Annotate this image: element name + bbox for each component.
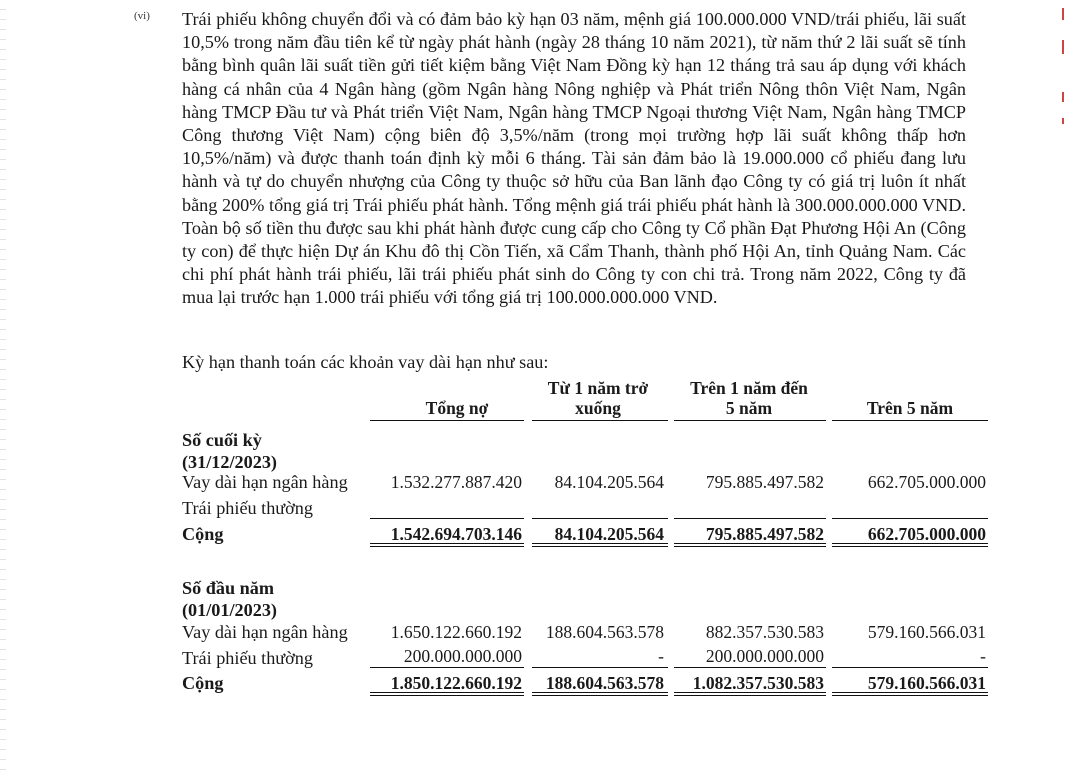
subtotal-line [370, 518, 524, 519]
cell-1-to-5-years: 795.885.497.582 [705, 472, 824, 492]
sum-within-1-year: 188.604.563.578 [545, 673, 664, 693]
sum-total: 1.542.694.703.146 [390, 524, 522, 544]
subtotal-line [832, 518, 988, 519]
cell-over-5-years: - [980, 646, 986, 666]
subtotal-line [832, 667, 988, 668]
header-within-1-year: Từ 1 năm trở xuống [547, 378, 649, 418]
subtotal-line [674, 518, 826, 519]
subtotal-line [674, 667, 826, 668]
total-double-line [532, 692, 668, 696]
cell-within-1-year: 84.104.205.564 [554, 472, 664, 492]
note-label: (vi) [134, 10, 150, 22]
section-date: (31/12/2023) [182, 452, 277, 472]
subtotal-line [532, 518, 668, 519]
cell-within-1-year: - [658, 646, 664, 666]
total-double-line [674, 692, 826, 696]
maturity-intro: Kỳ hạn thanh toán các khoản vay dài hạn như sau: [182, 352, 549, 372]
cell-total: 1.532.277.887.420 [390, 472, 522, 492]
total-double-line [832, 543, 988, 547]
sum-over-5-years: 662.705.000.000 [867, 524, 986, 544]
subtotal-line [370, 667, 524, 668]
cell-1-to-5-years: 882.357.530.583 [705, 622, 824, 642]
total-double-line [370, 692, 524, 696]
row-label: Trái phiếu thường [182, 498, 313, 518]
cell-within-1-year: 188.604.563.578 [545, 622, 664, 642]
sum-total: 1.850.122.660.192 [390, 673, 522, 693]
header-1-to-5-years: Trên 1 năm đến 5 năm [690, 378, 808, 418]
scan-left-edge [0, 0, 6, 775]
header-underline [532, 420, 668, 421]
sum-label: Cộng [182, 673, 224, 693]
cell-over-5-years: 662.705.000.000 [867, 472, 986, 492]
row-label: Vay dài hạn ngân hàng [182, 622, 348, 642]
row-label: Vay dài hạn ngân hàng [182, 472, 348, 492]
header-underline [674, 420, 826, 421]
total-double-line [532, 543, 668, 547]
total-double-line [832, 692, 988, 696]
subtotal-line [532, 667, 668, 668]
sum-within-1-year: 84.104.205.564 [554, 524, 664, 544]
header-over-5-years: Trên 5 năm [866, 398, 954, 418]
total-double-line [370, 543, 524, 547]
cell-total: 1.650.122.660.192 [390, 622, 522, 642]
sum-label: Cộng [182, 524, 224, 544]
header-underline [832, 420, 988, 421]
total-double-line [674, 543, 826, 547]
sum-1-to-5-years: 795.885.497.582 [705, 524, 824, 544]
sum-over-5-years: 579.160.566.031 [867, 673, 986, 693]
header-total: Tổng nợ [425, 398, 489, 418]
section-title: Số đầu năm [182, 578, 274, 598]
cell-over-5-years: 579.160.566.031 [867, 622, 986, 642]
row-label: Trái phiếu thường [182, 648, 313, 668]
sum-1-to-5-years: 1.082.357.530.583 [692, 673, 824, 693]
cell-total: 200.000.000.000 [403, 646, 522, 666]
section-date: (01/01/2023) [182, 600, 277, 620]
cell-1-to-5-years: 200.000.000.000 [705, 646, 824, 666]
scan-right-edge [1056, 0, 1066, 775]
header-underline [370, 420, 524, 421]
section-title: Số cuối kỳ [182, 430, 262, 450]
bond-description-paragraph: Trái phiếu không chuyển đổi và có đảm bảo kỳ hạn 03 năm, mệnh giá 100.000.000 VND/trái phiếu, lãi suất 10,5% trong năm đầu tiên kể từ ngày phát hành (ngày 28 tháng 10 năm 2021), từ năm thứ 2 lãi suất sẽ tính bằng bình quân lãi suất tiền gửi tiết kiệm bằng Việt Nam Đồng kỳ hạn 12 tháng trả sau áp dụng với khách hàng cá nhân của 4 Ngân hàng (gồm Ngân hàng Nông nghiệp và Phát triển Nông thôn Việt Nam, Ngân hàng TMCP Đầu tư và Phát triển Việt Nam, Ngân hàng TMCP Ngoại thương Việt Nam, Ngân hàng TMCP Công thương Việt Nam) cộng biên độ 3,5%/năm (trong mọi trường hợp lãi suất không thấp hơn 10,5%/năm) và được thanh toán định kỳ mỗi 6 tháng. Tài sản đảm bảo là 19.000.000 cổ phiếu đang lưu hành và tự do chuyển nhượng của Công ty thuộc sở hữu của Ban lãnh đạo Công ty có giá trị luôn ít nhất bằng 200% tổng giá trị Trái phiếu phát hành. Tổng mệnh giá trái phiếu phát hành là 300.000.000.000 VND. Toàn bộ số tiền thu được sau khi phát hành được cung cấp cho Công ty Cổ phần Đạt Phương Hội An (Công ty con) để thực hiện Dự án Khu đô thị Cồn Tiến, xã Cẩm Thanh, thành phố Hội An, tỉnh Quảng Nam. Các chi phí phát hành trái phiếu, lãi trái phiếu phát sinh do Công ty con chi trả. Trong năm 2022, Công ty đã mua lại trước hạn 1.000 trái phiếu với tổng giá trị 100.000.000.000 VND. [182, 9, 966, 308]
